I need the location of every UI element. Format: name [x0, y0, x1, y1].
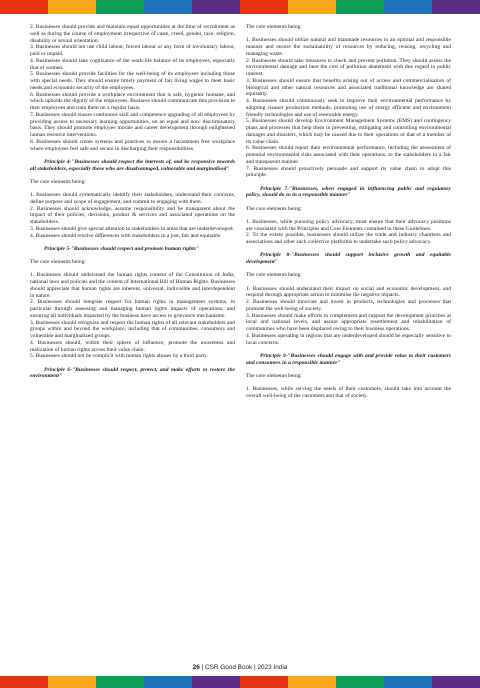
body-paragraph: 2. Businesses should provide and maintain equal opportunities at the time of recruitment as well as during the course of employment irrespective of caste, creed, gender, race, religion, disability or sexual orientation.: [30, 24, 235, 44]
top-color-bar: [0, 0, 480, 14]
body-paragraph: 2. Businesses should take measures to check and prevent pollution. They should assess the environmental damage and bear the cost of pollution abatement with due regard to public interest.: [246, 57, 451, 77]
body-paragraph: 1. Businesses should understand the human rights content of the Constitution of India, national laws and policies and the content of International Bill of Human Rights. Businesses should appreciate that human rights are inherent, universal, indivisible and interdependent in nature.: [30, 272, 235, 299]
color-bar-segment: [192, 676, 240, 688]
body-paragraph: The core elements being:: [246, 272, 302, 279]
footer-separator: |: [254, 664, 256, 671]
body-paragraph: 5. Businesses should provide facilities for the well-being of its employees including those with special needs. They should ensure timely payment of fair living wages to meet basic needs and economic security of the employees.: [30, 71, 235, 91]
color-bar-segment: [336, 0, 384, 14]
color-bar-segment: [432, 0, 480, 14]
body-paragraph: The core elements being:: [30, 259, 86, 265]
color-bar-segment: [288, 676, 336, 688]
color-bar-segment: [336, 676, 384, 688]
color-bar-segment: [0, 0, 48, 14]
body-paragraph: 4. Businesses should, within their sphere of influence, promote the awareness and realization of human rights across their value chain.: [30, 339, 235, 353]
color-bar-segment: [96, 676, 144, 688]
body-paragraph: 3. Businesses should ensure that benefits arising out of access and commercialisation of biological and other natural resources and associated traditional knowledge are shared equitably.: [246, 77, 451, 98]
color-bar-segment: [48, 676, 96, 688]
body-paragraph: 7. Businesses should proactively persuade and support its value chain to adopt this principle.: [246, 165, 451, 179]
body-paragraph: 2. To the extent possible, businesses should utilize the trade and industry chambers and associations and other such collective platforms to undertake such policy advocacy.: [246, 232, 451, 245]
publication-title: CSR Good Book: [205, 664, 253, 671]
color-bar-segment: [240, 676, 288, 688]
body-paragraph: 3. Businesses should recognize and respect the human rights of all relevant stakeholders and groups within and beyond the workplace, including that of communities, consumers and vulnerable and marginalized groups.: [30, 319, 235, 339]
principle-heading: Principle 9-"Businesses should engage with and provide value to their customers and consumers in a responsible manner": [246, 352, 451, 366]
color-bar-segment: [384, 0, 432, 14]
body-paragraph: 4. Businesses should resolve differences with stakeholders in a just, fair and equitable: [30, 232, 221, 239]
color-bar-segment: [384, 676, 432, 688]
principle-heading: Principle 4-"Businesses should respect the interests of, and be responsive towards all stakeholders, especially those who are disadvantaged, vulnerable and marginalised": [30, 158, 235, 172]
body-paragraph: 1. Businesses should understand their impact on social and economic development, and respond through appropriate action to minimise the negative impacts.: [246, 285, 451, 299]
color-bar-segment: [192, 0, 240, 14]
body-paragraph: 1. Businesses should utilize natural and manmade resources in an optimal and responsible manner and ensure the sustainability of resources by reducing, reusing, recycling and managing waste.: [246, 37, 451, 57]
right-column: [246, 24, 451, 400]
body-paragraph: 5. Businesses should not be complicit with human rights abuses by a third party.: [30, 353, 208, 360]
principle-heading: Principle 7-"Businesses, when engaged in influencing public and regulatory policy, should do so in a responsible manner": [246, 185, 451, 199]
principle-heading: Principle 6-"Businesses should respect, protect, and make efforts to restore the environment": [30, 366, 235, 380]
body-paragraph: 2. Businesses should integrate respect for human rights in management systems, in particular through assessing and managing human rights impacts of operations, and ensuring all individuals impacted by the business have access to grievance mechanisms.: [30, 299, 235, 319]
page-footer: [0, 664, 480, 671]
footer-separator: |: [201, 664, 204, 671]
color-bar-segment: [48, 0, 96, 14]
principle-heading: Principle 8-"Businesses should support inclusive growth and equitable development": [246, 252, 451, 265]
color-bar-segment: [144, 0, 192, 14]
color-bar-segment: [240, 0, 288, 14]
publication-year: 2023 India: [257, 664, 288, 671]
body-paragraph: 3. Businesses should make efforts to complement and support the development priorities at local and national levels, and assure appropriate resettlement and rehabilitation of communities who have been displaced owing to their business operations.: [246, 312, 451, 332]
color-bar-segment: [0, 676, 48, 688]
body-paragraph: 2. Businesses should acknowledge, assume responsibility and be transparent about the impact of their policies, decisions, product & services and associated operations on the stakeholders.: [30, 205, 235, 225]
body-paragraph: 2. Businesses should innovate and invest in products, technologies and processes that promote the well-being of society.: [246, 299, 451, 312]
body-paragraph: 4. Businesses should take cognizance of the work-life balance of its employees, especially that of women.: [30, 57, 235, 71]
color-bar-segment: [288, 0, 336, 14]
left-column: [30, 24, 235, 380]
bottom-color-bar: [0, 676, 480, 688]
body-paragraph: 6. Businesses should provide a workplace environment that is safe, hygienic humane, and which upholds the dignity of the employees. Business should communicate this provision to their employees and train them on a regular basis.: [30, 91, 235, 111]
body-paragraph: 7. Businesses should ensure continuous skill and competence upgrading of all employees by providing access to necessary learning opportunities, on an equal and non- discriminatory basis. They should promote employee morale and career development through enlightened human resource interventions.: [30, 111, 235, 138]
body-paragraph: 1. Businesses, while pursuing policy advocacy, must ensure that their advocacy positions are consistent with the Principles and Core Elements contained in these Guidelines.: [246, 218, 451, 232]
body-paragraph: 4. Businesses operating in regions that are underdeveloped should be especially sensitive to local concerns.: [246, 332, 451, 346]
page-number: 26: [192, 664, 200, 671]
body-paragraph: 4. Businesses should continuously seek to improve their environmental performance by adopting cleaner production methods, promoting use of energy efficient and environment friendly technologies and use of renewable energy.: [246, 98, 451, 118]
body-paragraph: 1. Businesses should systematically identify their stakeholders, understand their concerns, define purpose and scope of engagement, and commit to engaging with them.: [30, 192, 235, 205]
body-paragraph: 8. Businesses should create systems and practices to ensure a harassment free workplace where employees feel safe and secure in discharging their responsibilities.: [30, 138, 235, 152]
color-bar-segment: [144, 676, 192, 688]
color-bar-segment: [432, 676, 480, 688]
body-paragraph: The core elements being:: [246, 24, 302, 30]
body-paragraph: The core elements being:: [246, 372, 302, 379]
color-bar-segment: [96, 0, 144, 14]
body-paragraph: 5. Businesses should develop Environment Management Systems (EMS) and contingency plans and processes that help them in preventing, mitigating and controlling environmental damages and disasters, which may be caused due to their operations or that of a member of its value chain.: [246, 118, 451, 145]
body-paragraph: The core elements being:: [30, 178, 86, 185]
body-paragraph: 1. Businesses, while serving the needs of their customers, should take into account the overall well-being of the customers and that of society.: [246, 386, 451, 399]
principle-heading: Principle 5-"Businesses should respect and promote human rights": [44, 245, 199, 252]
body-paragraph: 3. Businesses should not use child labour, forced labour or any form of involuntary labour, paid or unpaid.: [30, 44, 235, 57]
body-paragraph: 6. Businesses should report their environmental performance, including the assessment of potential environmental risks associated with their operations, to the stakeholders in a fair and transparent manner.: [246, 145, 451, 165]
body-paragraph: The core elements being:: [246, 205, 302, 212]
body-paragraph: 3. Businesses should give special attention to stakeholders in areas that are underdeveloped.: [30, 225, 234, 232]
